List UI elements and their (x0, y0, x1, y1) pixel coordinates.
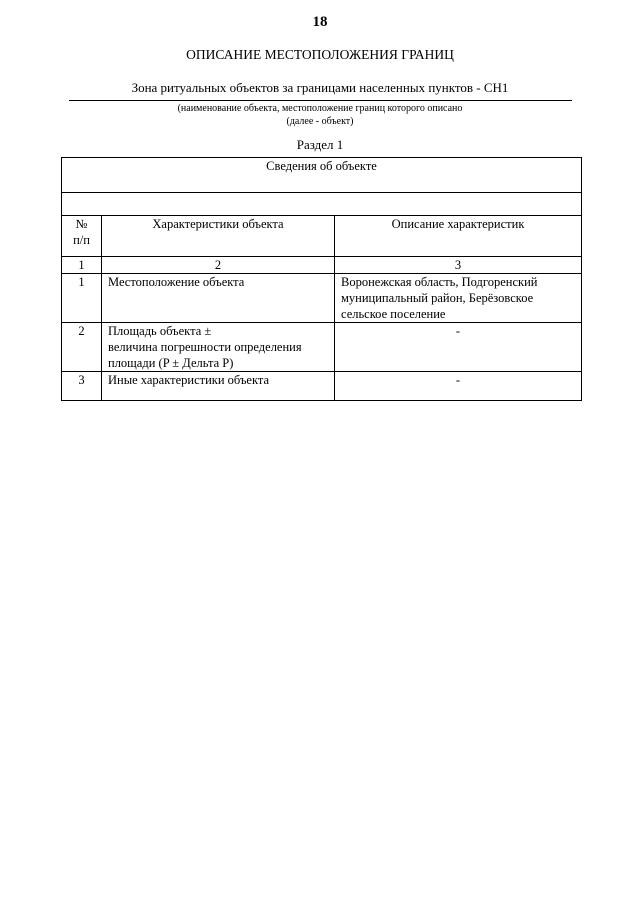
table-heading: Сведения об объекте (62, 158, 582, 193)
row-characteristic-line-1: Площадь объекта ± (108, 324, 212, 338)
row-number: 1 (62, 274, 102, 323)
row-value: - (335, 323, 582, 372)
section-title: Раздел 1 (296, 137, 344, 152)
table-heading-row (62, 158, 582, 193)
row-value: - (335, 372, 582, 401)
header-number-line-1: № (75, 217, 88, 231)
document-title: ОПИСАНИЕ МЕСТОПОЛОЖЕНИЯ ГРАНИЦ (186, 47, 454, 62)
header-characteristics: Характеристики объекта (102, 216, 335, 257)
caption-line-2: (далее - объект) (286, 116, 354, 127)
empty-cell (62, 193, 582, 216)
object-name-underline (69, 100, 572, 101)
table-row (62, 323, 582, 372)
table-column-headers (62, 216, 582, 257)
column-number-1: 1 (62, 257, 102, 274)
row-characteristic-line-2: величина погрешности определения (108, 340, 302, 354)
table-row (62, 372, 582, 401)
page-number: 18 (312, 14, 328, 30)
table-row (62, 274, 582, 323)
table-empty-row (62, 193, 582, 216)
row-characteristic: Иные характеристики объекта (102, 372, 335, 401)
table-column-numbers (62, 257, 582, 274)
object-info-table (61, 157, 582, 401)
row-characteristic-line-3: площади (P ± Дельта P) (108, 356, 234, 370)
column-number-2: 2 (102, 257, 335, 274)
row-characteristic (102, 323, 335, 372)
object-name: Зона ритуальных объектов за границами населенных пунктов - СН1 (131, 80, 509, 95)
header-number-line-2: п/п (73, 233, 90, 247)
object-name-caption (0, 102, 640, 128)
row-number: 2 (62, 323, 102, 372)
row-characteristic: Местоположение объекта (102, 274, 335, 323)
header-number (62, 216, 102, 257)
column-number-3: 3 (335, 257, 582, 274)
row-number: 3 (62, 372, 102, 401)
caption-line-1: (наименование объекта, местоположение границ которого описано (177, 103, 463, 114)
row-value: Воронежская область, Подгоренский муниципальный район, Берёзовское сельское поселение (335, 274, 582, 323)
header-description: Описание характеристик (335, 216, 582, 257)
